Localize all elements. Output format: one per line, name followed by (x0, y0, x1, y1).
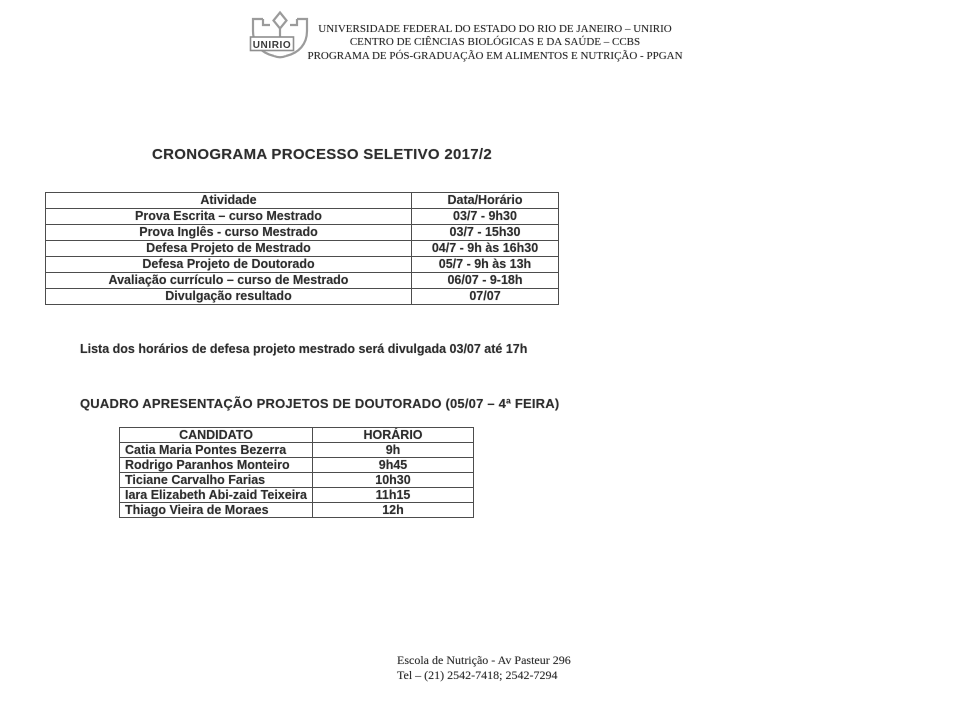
table-row (46, 289, 559, 305)
table-cell: 06/07 - 9-18h (412, 273, 559, 289)
table-row (120, 488, 474, 503)
table-row (46, 257, 559, 273)
candidate-time-cell: 12h (313, 503, 474, 518)
institution-header (264, 23, 726, 63)
candidate-time-cell: 10h30 (313, 473, 474, 488)
candidate-time-cell: 9h (313, 443, 474, 458)
table-cell: 04/7 - 9h às 16h30 (412, 241, 559, 257)
candidates-header-name: CANDIDATO (120, 428, 313, 443)
table-row (120, 503, 474, 518)
institution-line-program: PROGRAMA DE PÓS-GRADUAÇÃO EM ALIMENTOS E NUTRIÇÃO - PPGAN (307, 49, 683, 62)
table-cell: Divulgação resultado (46, 289, 412, 305)
note-text: Lista dos horários de defesa projeto mestrado será divulgada 03/07 até 17h (80, 342, 528, 356)
footer (397, 653, 571, 683)
candidate-name-cell: Rodrigo Paranhos Monteiro (120, 458, 313, 473)
footer-address-line: Escola de Nutrição - Av Pasteur 296 (397, 653, 571, 667)
candidate-name-cell: Catia Maria Pontes Bezerra (120, 443, 313, 458)
table-row (120, 458, 474, 473)
document-title: CRONOGRAMA PROCESSO SELETIVO 2017/2 (152, 146, 493, 163)
schedule-header-datetime: Data/Horário (412, 193, 559, 209)
table-cell: 03/7 - 15h30 (412, 225, 559, 241)
table-row (120, 473, 474, 488)
table-row (46, 225, 559, 241)
table-row (46, 241, 559, 257)
institution-line-university: UNIVERSIDADE FEDERAL DO ESTADO DO RIO DE JANEIRO – UNIRIO (318, 23, 672, 35)
candidate-name-cell: Ticiane Carvalho Farias (120, 473, 313, 488)
candidate-name-cell: Iara Elizabeth Abi-zaid Teixeira (120, 488, 313, 503)
schedule-table (45, 192, 559, 305)
institution-line-center: CENTRO DE CIÊNCIAS BIOLÓGICAS E DA SAÚDE – CCBS (349, 36, 641, 49)
candidate-name-cell: Thiago Vieira de Moraes (120, 503, 313, 518)
table-cell: 05/7 - 9h às 13h (412, 257, 559, 273)
table-row (46, 273, 559, 289)
table-cell: Prova Escrita – curso Mestrado (46, 209, 412, 225)
table-cell: 07/07 (412, 289, 559, 305)
candidate-time-cell: 9h45 (313, 458, 474, 473)
schedule-header-activity: Atividade (46, 193, 412, 209)
table-cell: Defesa Projeto de Mestrado (46, 241, 412, 257)
table-header-row (120, 428, 474, 443)
candidates-table (119, 427, 474, 518)
table-row (46, 209, 559, 225)
table-cell: Defesa Projeto de Doutorado (46, 257, 412, 273)
table-cell: Prova Inglês - curso Mestrado (46, 225, 412, 241)
table-cell: 03/7 - 9h30 (412, 209, 559, 225)
candidates-header-time: HORÁRIO (313, 428, 474, 443)
table-row (120, 443, 474, 458)
table-header-row (46, 193, 559, 209)
doctoral-heading: QUADRO APRESENTAÇÃO PROJETOS DE DOUTORADO (05/07 – 4ª FEIRA) (80, 396, 560, 411)
logo-text: UNIRIO (252, 39, 292, 51)
footer-phone-line: Tel – (21) 2542-7418; 2542-7294 (397, 668, 558, 682)
table-cell: Avaliação currículo – curso de Mestrado (46, 273, 412, 289)
candidate-time-cell: 11h15 (313, 488, 474, 503)
